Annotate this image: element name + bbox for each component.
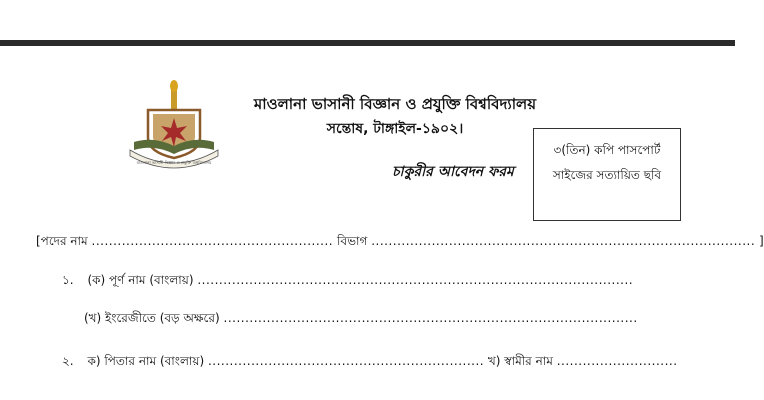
department-field[interactable]: ......................................................................................... — [371, 234, 756, 248]
full-name-bangla-label: (ক) পূর্ণ নাম (বাংলায়) — [87, 273, 194, 287]
post-label: [পদের নাম — [36, 234, 88, 248]
father-name-field[interactable]: ................................................................ — [207, 354, 485, 368]
form-title: চাকুরীর আবেদন ফরম — [392, 164, 514, 180]
father-name-label: ক) পিতার নাম (বাংলায়) — [87, 354, 205, 368]
svg-text:মাওলানা ভাসানী বিজ্ঞান ও প্রযু: মাওলানা ভাসানী বিজ্ঞান ও প্রযুক্তি বিশ্ববিদ্যালয় — [136, 160, 212, 165]
photo-box-line2: সাইজের সত্যায়িত ছবি — [552, 168, 662, 182]
item-1-number: ১. — [62, 273, 74, 287]
full-name-bangla-field[interactable]: ..................................................................................................... — [197, 273, 634, 287]
husband-name-label: খ) স্বামীর নাম — [487, 354, 553, 368]
top-divider-bar — [0, 40, 735, 46]
item-2-number: ২. — [62, 354, 74, 368]
department-label: বিভাগ — [336, 234, 368, 248]
close-bracket: ] — [759, 234, 764, 248]
post-name-field[interactable]: ........................................................ — [91, 234, 334, 248]
full-name-english-label: (খ) ইংরেজীতে (বড় অক্ষরে) — [84, 311, 220, 325]
university-address: সন্তোষ, টাঙ্গাইল-১৯০২। — [326, 121, 464, 137]
father-name-row — [62, 353, 678, 373]
full-name-english-field[interactable]: ................................................................................................ — [223, 311, 638, 325]
photo-box — [533, 128, 681, 221]
full-name-english-row — [84, 310, 638, 330]
husband-name-field[interactable]: ............................ — [556, 354, 678, 368]
full-name-bangla-row — [62, 272, 633, 292]
photo-box-line1: ৩(তিন) কপি পাসপোর্ট — [553, 143, 661, 157]
university-name: মাওলানা ভাসানী বিজ্ঞান ও প্রযুক্তি বিশ্ববিদ্যালয় — [253, 95, 537, 113]
post-row — [36, 233, 764, 253]
